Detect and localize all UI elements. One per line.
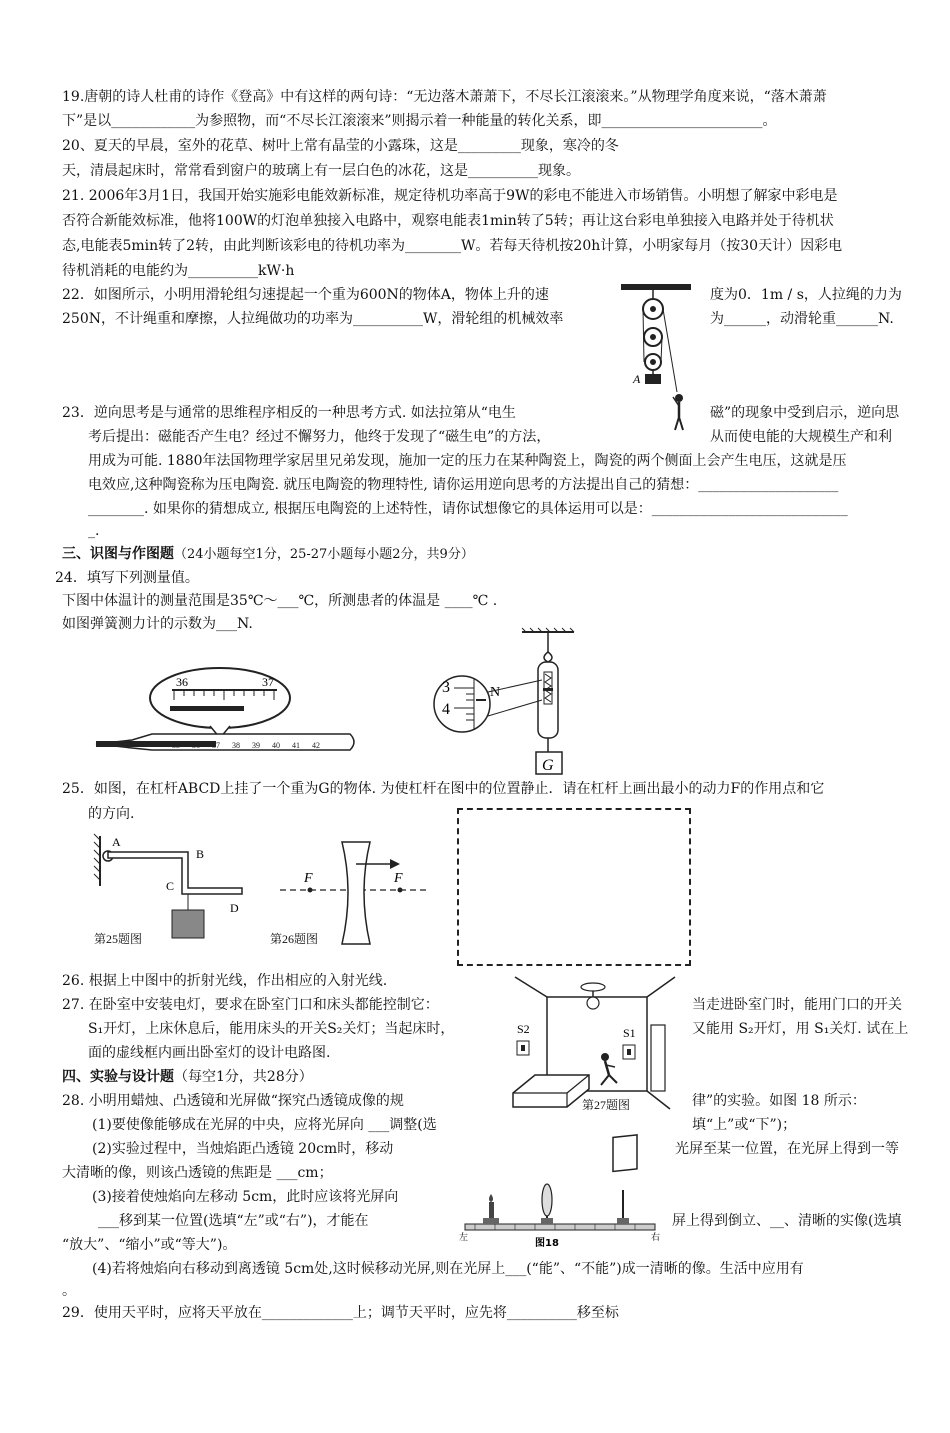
scale-4: 4 (442, 701, 450, 718)
lever-label-a: A (112, 835, 121, 849)
q25-line1: 25．如图，在杠杆ABCD上挂了一个重为G的物体. 为使杠杆在图中的位置静止．请在杠杆上画出最小的动力F的作用点和它 (62, 781, 825, 797)
thermo-small-41: 41 (292, 741, 300, 750)
q28-right4: 屏上得到倒立、__、清晰的实像(选填 (672, 1213, 902, 1229)
focal-left-f: F (304, 871, 313, 886)
pulley-figure (615, 282, 695, 432)
q28-right1: 律”的实验。如图 18 所示： (692, 1093, 866, 1109)
q23-line5: ________. 如果你的猜想成立, 根据压电陶瓷的上述特性，请你试想像它的具体运用可以是：____________________________ (88, 501, 848, 517)
optical-bench-figure (455, 1150, 665, 1250)
thermometer-figure (92, 662, 372, 762)
q21-line1: 21. 2006年3月1日，我国开始实施彩电能效新标准，规定待机功率高于9W的彩电不能进入市场销售。小明想了解家中彩电是 (62, 188, 838, 204)
thermo-small-39: 39 (252, 741, 260, 750)
weight-label-g: G (542, 757, 554, 774)
thermo-small-38: 38 (232, 741, 240, 750)
q24-line2: 下图中体温计的测量范围是35℃～___℃，所测患者的体温是 ____℃ . (62, 593, 498, 609)
thermo-big-36: 36 (176, 675, 188, 689)
q28-right2: 填“上”或“下”)； (692, 1117, 797, 1133)
spring-balance-figure (432, 628, 592, 780)
switch-s2-label: S2 (517, 1022, 530, 1036)
q21-line4: 待机消耗的电能约为__________kW·h (62, 263, 295, 279)
q28-line3: (2)实验过程中，当烛焰距凸透镜 20cm时，移动 (92, 1141, 394, 1157)
q28-line6: ___移到某一位置(选填“左”或“右”)，才能在 (98, 1213, 369, 1229)
section4-title: 四、实验与设计题 (62, 1069, 174, 1085)
q22-line2: 250N，不计绳重和摩擦，人拉绳做功的功率为__________W，滑轮组的机械效率 (62, 311, 564, 327)
section3-note: （24小题每空1分，25-27小题每小题2分，共9分） (174, 547, 474, 562)
q28-line4: 大清晰的像，则该凸透镜的焦距是 ___cm； (62, 1165, 333, 1181)
caption-fig25: 第25题图 (94, 932, 143, 946)
q24-line3: 如图弹簧测力计的示数为___N. (62, 616, 253, 632)
q27-line1: 27. 在卧室中安装电灯，要求在卧室门口和床头都能控制它： (62, 997, 439, 1013)
section3 (62, 545, 474, 564)
scale-3: 3 (442, 679, 450, 696)
lever-label-d: D (230, 901, 239, 915)
thermo-small-36: 36 (192, 741, 200, 750)
thermo-small-35: 35 (172, 741, 180, 750)
section3-title: 三、识图与作图题 (62, 546, 174, 562)
caption-fig26: 第26题图 (270, 932, 319, 946)
q28-line9: 。 (62, 1283, 76, 1299)
lever-label-b: B (196, 847, 205, 861)
q26-line: 26. 根据上中图中的折射光线，作出相应的入射光线. (62, 973, 388, 989)
thermo-big-37: 37 (262, 675, 274, 689)
q22-line1: 22．如图所示，小明用滑轮组匀速提起一个重为600N的物体A，物体上升的速 (62, 287, 549, 303)
q21-line2: 否符合新能效标准，他将100W的灯泡单独接入电路中，观察电能表1min转了5转；再让这台彩电单独接入电路并处于待机状 (62, 213, 834, 229)
q23-line3: 用成为可能. 1880年法国物理学家居里兄弟发现，施加一定的压力在某种陶瓷上，陶瓷的两个侧面上会产生电压，这就是压 (88, 453, 847, 469)
q23-line6: _. (88, 523, 100, 539)
q28-line7: “放大”、“缩小”或“等大”)。 (62, 1237, 237, 1253)
q19-line2: 下”是以____________为参照物，而“不尽长江滚滚来”则揭示着一种能量的转化关系，即_______________________。 (62, 113, 777, 129)
caption-fig27: 第27题图 (582, 1098, 631, 1112)
bedroom-figure (505, 975, 685, 1115)
q23-line4: 电效应,这种陶瓷称为压电陶瓷. 就压电陶瓷的物理特性, 请你运用逆向思考的方法提出自己的猜想：____________________ (88, 477, 839, 493)
thermo-small-37: 37 (212, 741, 220, 750)
q23-line1: 23．逆向思考是与通常的思维程序相反的一种思考方式. 如法拉第从“电生 (62, 405, 516, 421)
q20-line2: 天，清晨起床时，常常看到窗户的玻璃上有一层白色的冰花，这是__________现象。 (62, 163, 580, 179)
pulley-label-a: A (633, 372, 641, 386)
lever-label-c: C (166, 879, 175, 893)
switch-s1-label: S1 (623, 1026, 636, 1040)
focal-right-f: F (394, 871, 403, 886)
caption-fig18: 图18 (535, 1238, 559, 1249)
q28-line8: (4)若将烛焰向右移动到离透镜 5cm处,这时候移动光屏,则在光屏上___(“能”、“不能”)成一清晰的像。生活中应用有 (92, 1261, 804, 1277)
q25-line2: 的方向. (88, 806, 135, 822)
q21-line3: 态,电能表5min转了2转，由此判断该彩电的待机功率为________W。若每天待机按20h计算，小明家每月（按30天计）因彩电 (62, 238, 843, 254)
q23-right1: 磁”的现象中受到启示，逆向思 (710, 405, 900, 421)
q28-line2: (1)要使像能够成在光屏的中央，应将光屏向 ___调整(选 (92, 1117, 437, 1133)
q28-line5: (3)接着使烛焰向左移动 5cm，此时应该将光屏向 (92, 1189, 399, 1205)
scale-unit-n: N (490, 685, 501, 700)
q22-right1: 度为0．1m / s，人拉绳的力为 (710, 287, 902, 303)
q24-line1: 24．填写下列测量值。 (55, 570, 199, 586)
bench-left-label: 左 (459, 1233, 469, 1243)
q27-right2: 又能用 S₂开灯，用 S₁关灯. 试在上 (692, 1021, 909, 1037)
thermo-small-40: 40 (272, 741, 280, 750)
q20-line1: 20、夏天的早晨，室外的花草、树叶上常有晶莹的小露珠，这是_________现象，寒冷的冬 (62, 138, 619, 154)
bench-right-label: 右 (651, 1233, 661, 1243)
q22-right2: 为______，动滑轮重______N. (710, 311, 894, 327)
q28-right3: 光屏至某一位置，在光屏上得到一等 (675, 1141, 899, 1157)
q29-line1: 29．使用天平时，应将天平放在_____________上；调节天平时，应先将__________移至标 (62, 1305, 619, 1321)
section4 (62, 1068, 313, 1086)
q27-right1: 当走进卧室门时，能用门口的开关 (692, 997, 902, 1013)
q27-line3: 面的虚线框内画出卧室灯的设计电路图. (88, 1045, 331, 1061)
section4-note: （每空1分，共28分） (174, 1069, 313, 1085)
thermo-small-42: 42 (312, 741, 320, 750)
q23-right2: 从而使电能的大规模生产和利 (710, 429, 892, 445)
q19-line1: 19.唐朝的诗人杜甫的诗作《登高》中有这样的两句诗：“无边落木萧萧下，不尽长江滚滚来。”从物理学角度来说，“落木萧萧 (62, 89, 827, 105)
circuit-answer-box[interactable] (457, 808, 691, 966)
q28-line1: 28. 小明用蜡烛、凸透镜和光屏做“探究凸透镜成像的规 (62, 1093, 404, 1109)
q23-line2: 考后提出：磁能否产生电？经过不懈努力，他终于发现了“磁生电”的方法， (88, 429, 551, 445)
q27-line2: S₁开灯，上床休息后，能用床头的开关S₂关灯；当起床时， (88, 1021, 455, 1037)
